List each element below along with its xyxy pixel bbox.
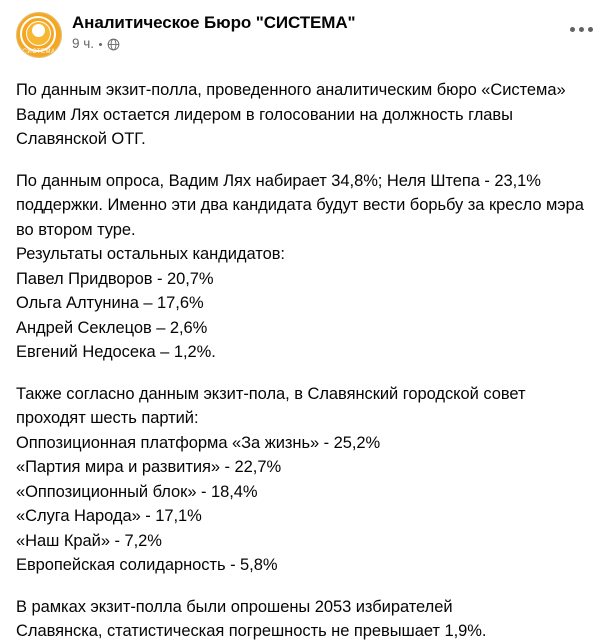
party-result: Оппозиционная платформа «За жизнь» - 25,2% (16, 433, 381, 452)
paragraph-spacer-3 (16, 578, 596, 595)
avatar-label: СИСТЕМА (22, 49, 56, 55)
post-paragraph-1: По данным экзит-полла, проведенного аналитическим бюро «Система» Вадим Лях остается лидером в голосовании на должность главы Славянской ОТГ. (16, 81, 566, 148)
candidate-result: Андрей Секлецов – 2,6% (16, 318, 208, 337)
party-result: «Оппозиционный блок» - 18,4% (16, 482, 258, 501)
candidate-result: Ольга Алтунина – 17,6% (16, 294, 204, 312)
paragraph-spacer-2 (16, 365, 596, 382)
post-header-text (72, 12, 596, 52)
post-footer-line-1: В рамках экзит-полла были опрошены 2053 избирателей (16, 597, 453, 616)
dot-3 (588, 27, 593, 32)
post-paragraph-2: По данным опроса, Вадим Лях набирает 34,8%; Неля Штепа - 23,1% поддержки. Именно эти два кандидата будут вести борьбу за кресло мэра во втором туре. (16, 171, 584, 239)
candidate-result: Евгений Недосека – 1,2%. (16, 343, 216, 361)
candidates-intro: Результаты остальных кандидатов: (16, 245, 285, 263)
parties-intro-line-1: Также согласно данным экзит-пола, в Славянский городской совет (16, 384, 526, 403)
dot-1 (570, 27, 575, 32)
globe-icon[interactable] (107, 38, 120, 51)
sun-icon (32, 24, 45, 37)
parties-intro-line-2: проходят шесть партий: (16, 409, 199, 427)
post-footer-line-2: Славянска, статистическая погрешность не превышает 1,9%. (16, 622, 487, 640)
post-body (16, 78, 596, 644)
post-meta (72, 36, 596, 52)
page-name[interactable]: Аналитическое Бюро "СИСТЕМА" (72, 13, 356, 32)
candidate-result: Павел Придворов - 20,7% (16, 269, 214, 288)
dot-2 (579, 27, 584, 32)
more-options-icon[interactable] (566, 20, 596, 38)
paragraph-spacer-1 (16, 152, 596, 169)
post-header (16, 12, 596, 64)
post-timestamp[interactable]: 9 ч. (72, 36, 95, 51)
avatar[interactable] (16, 12, 62, 58)
party-result: «Партия мира и развития» - 22,7% (16, 458, 282, 476)
party-result: «Слуга Народа» - 17,1% (16, 507, 202, 525)
party-result: Европейская солидарность - 5,8% (16, 556, 278, 574)
meta-separator-dot (99, 43, 102, 46)
party-result: «Наш Край» - 7,2% (16, 531, 162, 550)
